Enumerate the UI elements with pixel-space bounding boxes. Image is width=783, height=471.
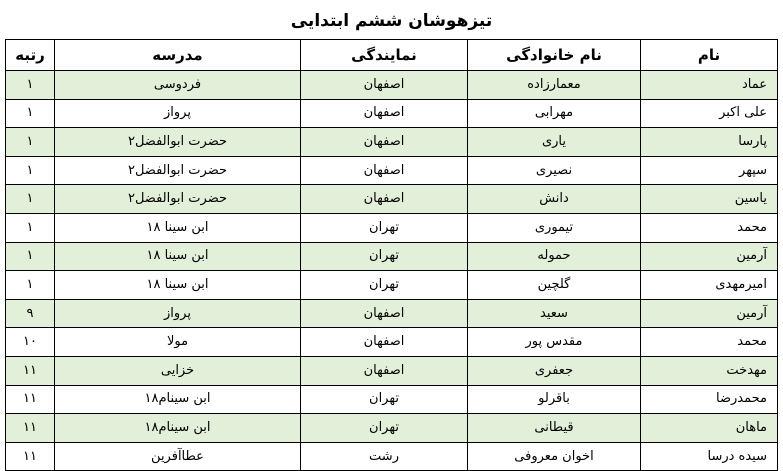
cell-school: ابن سینا ۱۸ bbox=[55, 213, 301, 242]
cell-representation: اصفهان bbox=[301, 299, 468, 328]
cell-family: یاری bbox=[468, 128, 641, 157]
cell-family: سعید bbox=[468, 299, 641, 328]
header-family: نام خانوادگی bbox=[468, 40, 641, 71]
cell-name: مهدخت bbox=[641, 356, 778, 385]
table-row bbox=[6, 213, 778, 242]
cell-rank: ۱ bbox=[6, 271, 55, 300]
cell-name: محمد bbox=[641, 213, 778, 242]
cell-representation: تهران bbox=[301, 385, 468, 414]
cell-family: مهرابی bbox=[468, 99, 641, 128]
cell-school: خزایی bbox=[55, 356, 301, 385]
cell-name: سپهر bbox=[641, 156, 778, 185]
cell-name: محمد bbox=[641, 328, 778, 357]
cell-name: آرمین bbox=[641, 242, 778, 271]
cell-name: امیرمهدی bbox=[641, 271, 778, 300]
cell-name: ماهان bbox=[641, 414, 778, 443]
cell-name: آرمین bbox=[641, 299, 778, 328]
table-row bbox=[6, 442, 778, 471]
cell-family: اخوان معروفی bbox=[468, 442, 641, 471]
cell-rank: ۱ bbox=[6, 156, 55, 185]
table-row bbox=[6, 128, 778, 157]
cell-rank: ۱۱ bbox=[6, 414, 55, 443]
cell-representation: تهران bbox=[301, 213, 468, 242]
cell-name: یاسین bbox=[641, 185, 778, 214]
cell-rank: ۱ bbox=[6, 128, 55, 157]
header-school: مدرسه bbox=[55, 40, 301, 71]
table-row bbox=[6, 185, 778, 214]
cell-rank: ۱۱ bbox=[6, 385, 55, 414]
cell-representation: اصفهان bbox=[301, 99, 468, 128]
table-row bbox=[6, 271, 778, 300]
cell-school: ابن سینا ۱۸ bbox=[55, 242, 301, 271]
cell-school: پرواز bbox=[55, 99, 301, 128]
cell-family: حموله bbox=[468, 242, 641, 271]
results-table bbox=[5, 39, 778, 471]
cell-family: تیموری bbox=[468, 213, 641, 242]
table-row bbox=[6, 328, 778, 357]
table-row bbox=[6, 99, 778, 128]
table-body bbox=[6, 71, 778, 471]
header-row bbox=[6, 40, 778, 71]
cell-school: مولا bbox=[55, 328, 301, 357]
cell-name: سیده درسا bbox=[641, 442, 778, 471]
cell-rank: ۹ bbox=[6, 299, 55, 328]
cell-representation: اصفهان bbox=[301, 185, 468, 214]
header-rank: رتبه bbox=[6, 40, 55, 71]
cell-school: حضرت ابوالفضل۲ bbox=[55, 156, 301, 185]
table-row bbox=[6, 71, 778, 100]
cell-rank: ۱ bbox=[6, 185, 55, 214]
cell-representation: رشت bbox=[301, 442, 468, 471]
cell-rank: ۱ bbox=[6, 213, 55, 242]
cell-rank: ۱ bbox=[6, 99, 55, 128]
cell-representation: تهران bbox=[301, 242, 468, 271]
cell-rank: ۱ bbox=[6, 71, 55, 100]
table-row bbox=[6, 385, 778, 414]
cell-representation: اصفهان bbox=[301, 356, 468, 385]
cell-name: پارسا bbox=[641, 128, 778, 157]
cell-representation: تهران bbox=[301, 271, 468, 300]
cell-name: علی اکبر bbox=[641, 99, 778, 128]
cell-family: معمارزاده bbox=[468, 71, 641, 100]
cell-rank: ۱۰ bbox=[6, 328, 55, 357]
page-title: تیزهوشان ششم ابتدایی bbox=[290, 11, 493, 31]
cell-rank: ۱۱ bbox=[6, 442, 55, 471]
cell-representation: اصفهان bbox=[301, 156, 468, 185]
header-name: نام bbox=[641, 40, 778, 71]
cell-family: باقرلو bbox=[468, 385, 641, 414]
table-row bbox=[6, 242, 778, 271]
cell-family: مقدس پور bbox=[468, 328, 641, 357]
cell-rank: ۱ bbox=[6, 242, 55, 271]
cell-representation: اصفهان bbox=[301, 71, 468, 100]
cell-school: پرواز bbox=[55, 299, 301, 328]
cell-school: حضرت ابوالفضل۲ bbox=[55, 185, 301, 214]
cell-school: ابن سینام۱۸ bbox=[55, 414, 301, 443]
cell-school: حضرت ابوالفضل۲ bbox=[55, 128, 301, 157]
cell-rank: ۱۱ bbox=[6, 356, 55, 385]
cell-name: عماد bbox=[641, 71, 778, 100]
cell-school: عطاآفرین bbox=[55, 442, 301, 471]
cell-family: گلچین bbox=[468, 271, 641, 300]
cell-name: محمدرضا bbox=[641, 385, 778, 414]
cell-family: دانش bbox=[468, 185, 641, 214]
table-row bbox=[6, 156, 778, 185]
cell-school: ابن سینام۱۸ bbox=[55, 385, 301, 414]
cell-family: نصیری bbox=[468, 156, 641, 185]
cell-representation: تهران bbox=[301, 414, 468, 443]
table-row bbox=[6, 299, 778, 328]
cell-school: فردوسی bbox=[55, 71, 301, 100]
cell-school: ابن سینا ۱۸ bbox=[55, 271, 301, 300]
cell-representation: اصفهان bbox=[301, 328, 468, 357]
header-representation: نمایندگی bbox=[301, 40, 468, 71]
table-row bbox=[6, 414, 778, 443]
cell-family: قیطانی bbox=[468, 414, 641, 443]
table-row bbox=[6, 356, 778, 385]
cell-representation: اصفهان bbox=[301, 128, 468, 157]
cell-family: جعفری bbox=[468, 356, 641, 385]
